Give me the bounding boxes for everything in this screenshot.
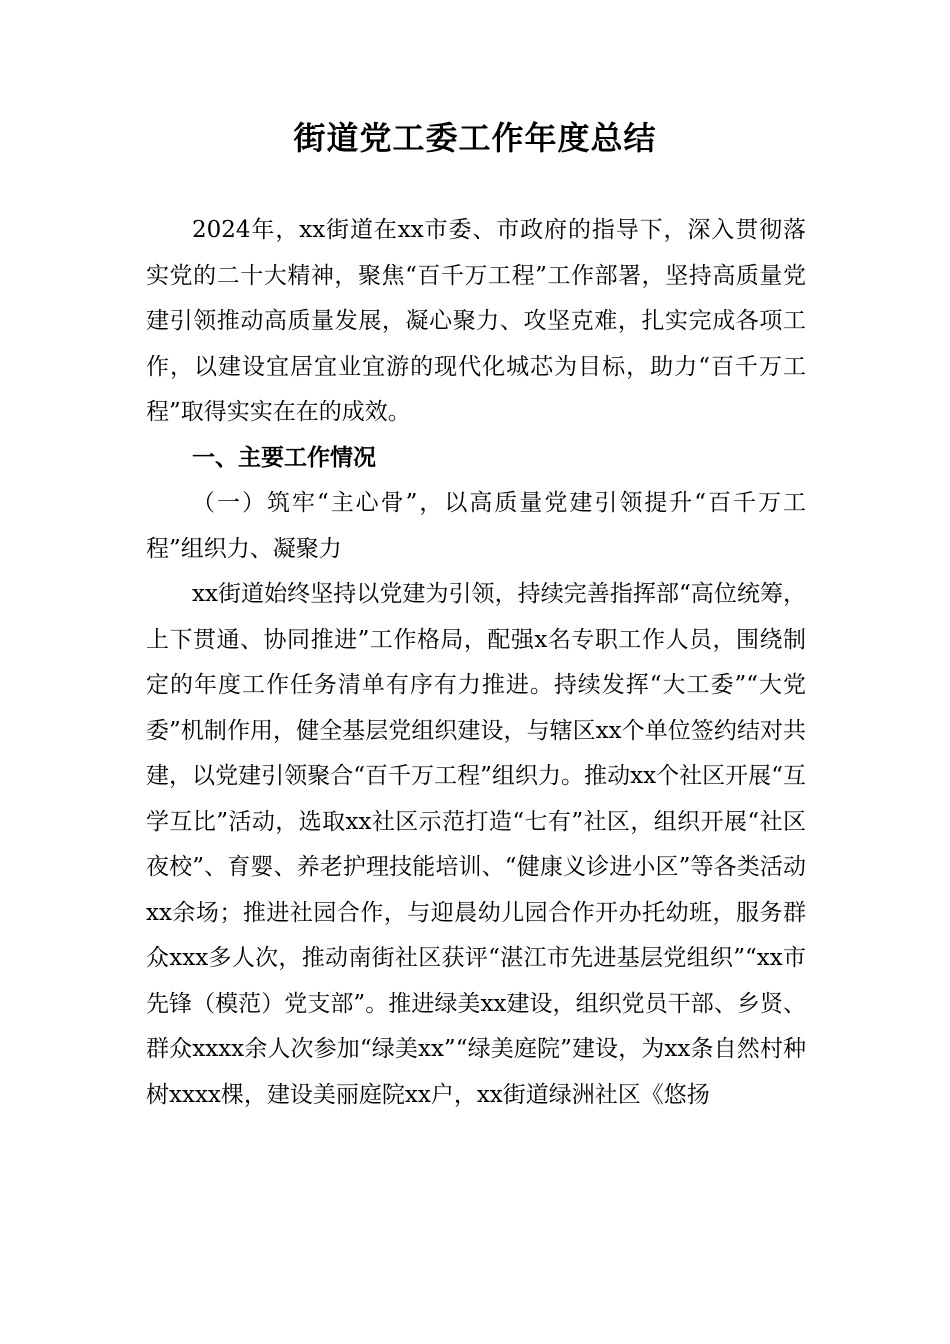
section-heading-1: 一、主要工作情况 <box>192 444 376 471</box>
subsection-heading-1: （一）筑牢“主心骨”，以高质量党建引领提升“百千万工程”组织力、凝聚力 <box>146 490 806 562</box>
intro-paragraph: 2024年，xx街道在xx市委、市政府的指导下，深入贯彻落实党的二十大精神，聚焦“百千万工程”工作部署，坚持高质量党建引领推动高质量发展，凝心聚力、攻坚克难，扎实完成各项工作，以建设宜居宜业宜游的现代化城芯为目标，助力“百千万工程”取得实实在在的成效。 <box>146 217 806 425</box>
body-paragraph-1: xx街道始终坚持以党建为引领，持续完善指挥部“高位统筹，上下贯通、协同推进”工作格局，配强x名专职工作人员，围绕制定的年度工作任务清单有序有力推进。持续发挥“大工委”“大党委”机制作用，健全基层党组织建设，与辖区xx个单位签约结对共建，以党建引领聚合“百千万工程”组织力。推动xx个社区开展“互学互比”活动，选取xx社区示范打造“七有”社区，组织开展“社区夜校”、育婴、养老护理技能培训、“健康义诊进小区”等各类活动xx余场；推进社园合作，与迎晨幼儿园合作开办托幼班，服务群众xxx多人次，推动南街社区获评“湛江市先进基层党组织”“xx市先锋（模范）党支部”。推进绿美xx建设，组织党员干部、乡贤、群众xxxx余人次参加“绿美xx”“绿美庭院”建设，为xx条自然村种树xxxx棵，建设美丽庭院xx户，xx街道绿洲社区《悠扬 <box>146 581 806 1108</box>
document-body <box>146 208 806 1118</box>
document-title: 街道党工委工作年度总结 <box>293 119 657 157</box>
